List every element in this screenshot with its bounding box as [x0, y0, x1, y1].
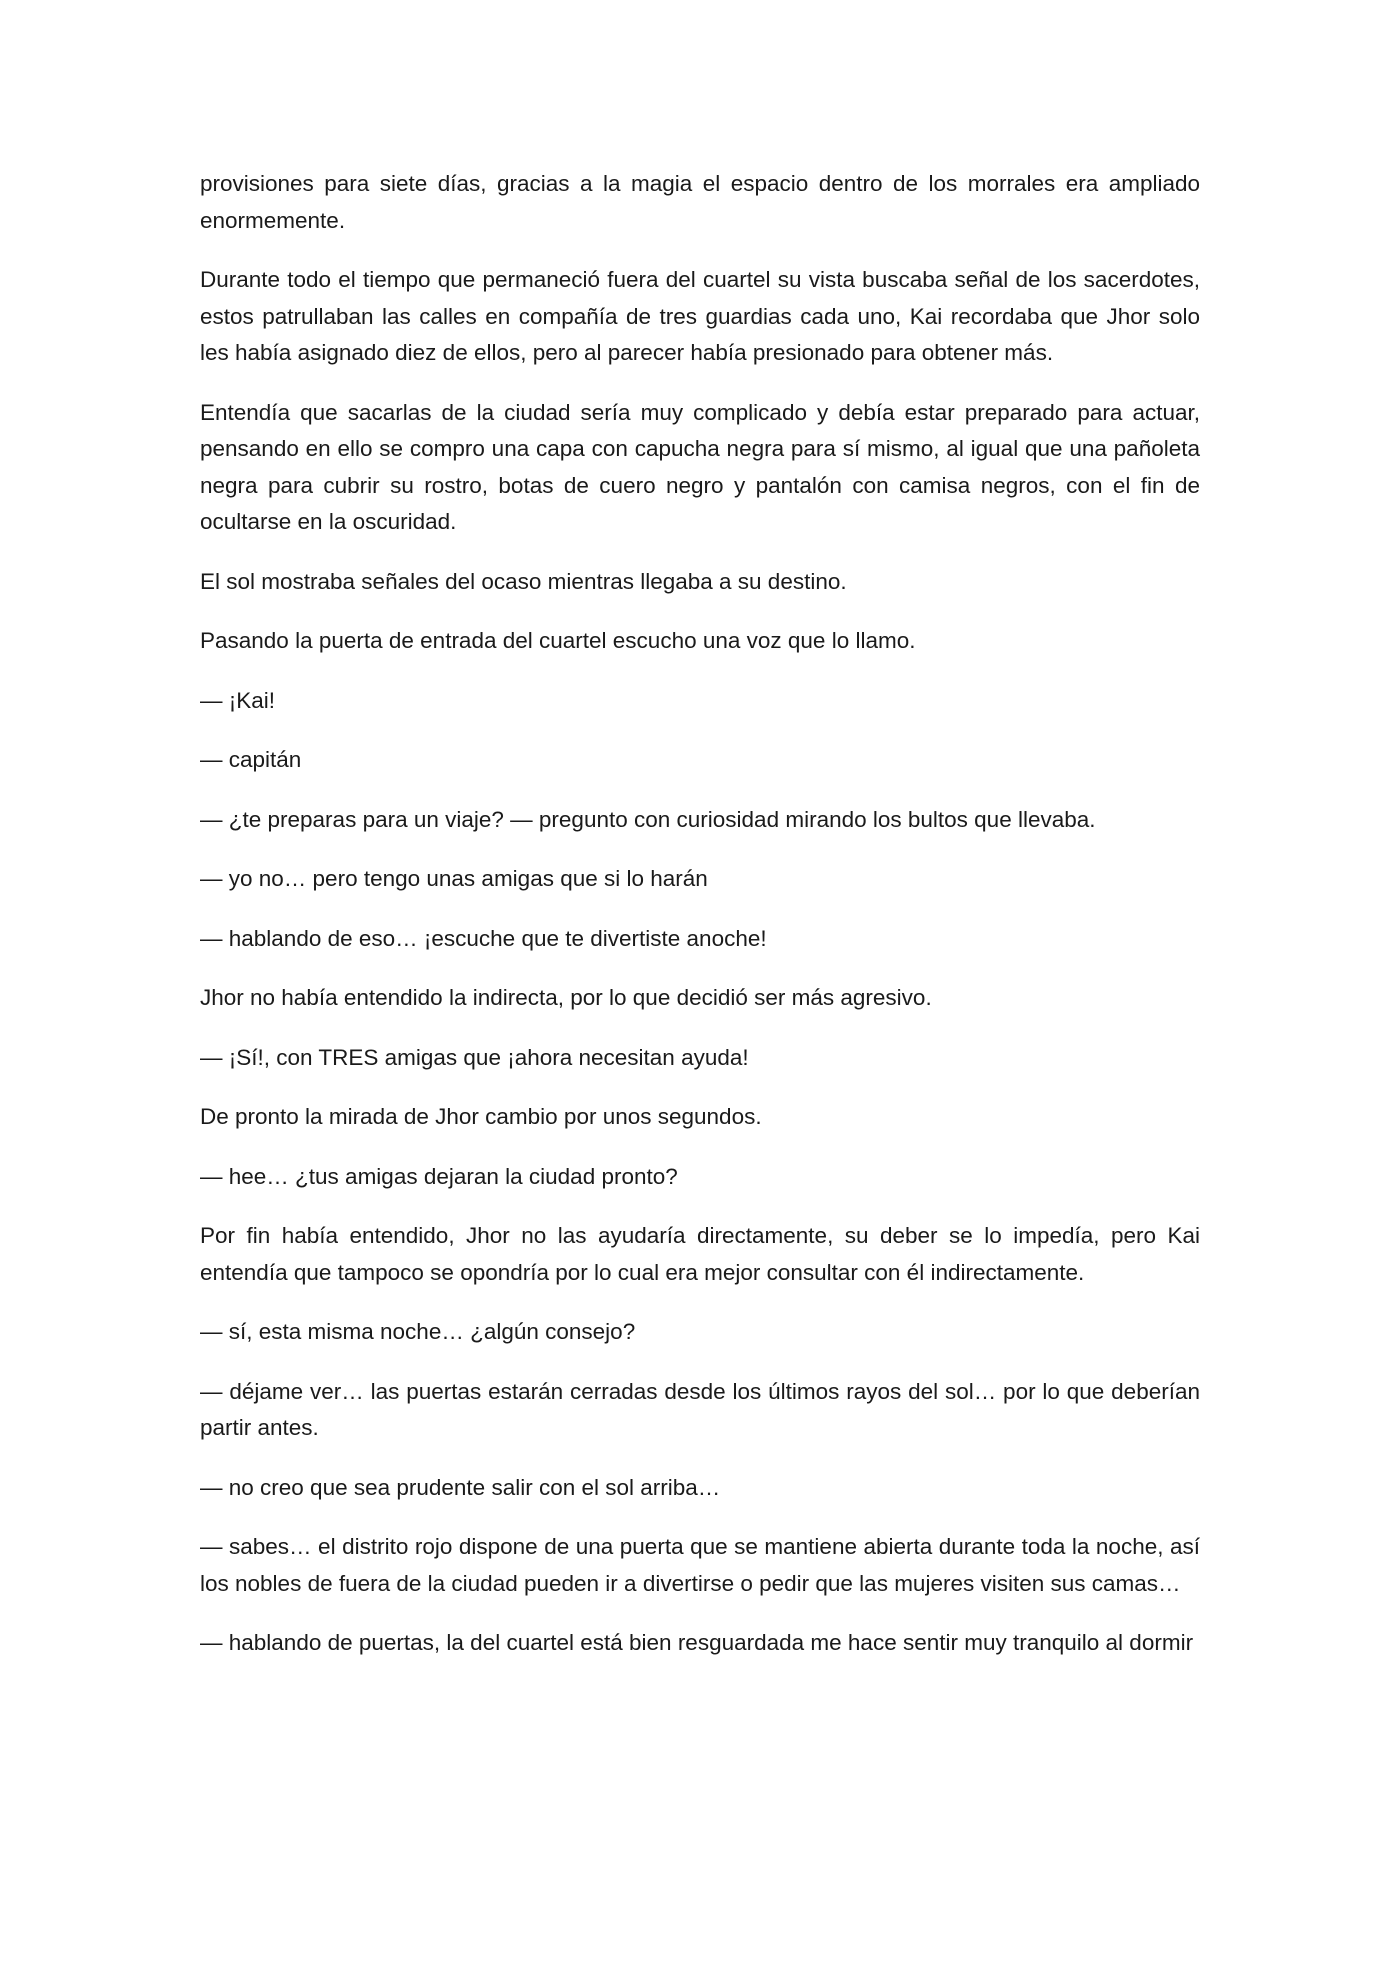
dialogue-line: — hablando de eso… ¡escuche que te divertiste anoche! — [200, 925, 767, 951]
dialogue-line: — sabes… el distrito rojo dispone de una puerta que se mantiene abierta durante toda la noche, así los nobles de fuera de la ciudad pueden ir a divertirse o pedir que las mujeres visiten sus camas… — [200, 1534, 1200, 1596]
paragraph: provisiones para siete días, gracias a la magia el espacio dentro de los morrales era ampliado enormemente. — [200, 171, 1200, 233]
document-body — [200, 166, 1200, 1685]
dialogue-line: — capitán — [200, 747, 302, 772]
dialogue-line: — no creo que sea prudente salir con el sol arriba… — [200, 1474, 721, 1500]
paragraph: Entendía que sacarlas de la ciudad sería muy complicado y debía estar preparado para actuar, pensando en ello se compro una capa con capucha negra para sí mismo, al igual que una pañoleta negra para cubrir su rostro, botas de cuero negro y pantalón con camisa negros, con el fin de ocultarse en la oscuridad. — [200, 399, 1200, 534]
dialogue-line: — déjame ver… las puertas estarán cerradas desde los últimos rayos del sol… por lo que deberían partir antes. — [200, 1378, 1200, 1440]
dialogue-line: — hee… ¿tus amigas dejaran la ciudad pronto? — [200, 1163, 678, 1189]
dialogue-line: — ¿te preparas para un viaje? — pregunto con curiosidad mirando los bultos que llevaba. — [200, 806, 1096, 832]
paragraph: De pronto la mirada de Jhor cambio por unos segundos. — [200, 1104, 762, 1129]
dialogue-line: — hablando de puertas, la del cuartel está bien resguardada me hace sentir muy tranquilo al dormir — [200, 1630, 1194, 1655]
paragraph: Pasando la puerta de entrada del cuartel escucho una voz que lo llamo. — [200, 628, 916, 653]
dialogue-line: — ¡Kai! — [200, 687, 276, 713]
paragraph: Jhor no había entendido la indirecta, por lo que decidió ser más agresivo. — [200, 985, 932, 1010]
paragraph: Por fin había entendido, Jhor no las ayudaría directamente, su deber se lo impedía, pero Kai entendía que tampoco se opondría por lo cual era mejor consultar con él indirectamente. — [200, 1223, 1200, 1285]
paragraph: El sol mostraba señales del ocaso mientras llegaba a su destino. — [200, 568, 847, 594]
dialogue-line: — ¡Sí!, con TRES amigas que ¡ahora necesitan ayuda! — [200, 1044, 749, 1070]
dialogue-line: — yo no… pero tengo unas amigas que si lo harán — [200, 866, 708, 891]
paragraph: Durante todo el tiempo que permaneció fuera del cuartel su vista buscaba señal de los sacerdotes, estos patrullaban las calles en compañía de tres guardias cada uno, Kai recordaba que Jhor solo les había asignado diez de ellos, pero al parecer había presionado para obtener más. — [200, 267, 1200, 365]
dialogue-line: — sí, esta misma noche… ¿algún consejo? — [200, 1319, 636, 1344]
